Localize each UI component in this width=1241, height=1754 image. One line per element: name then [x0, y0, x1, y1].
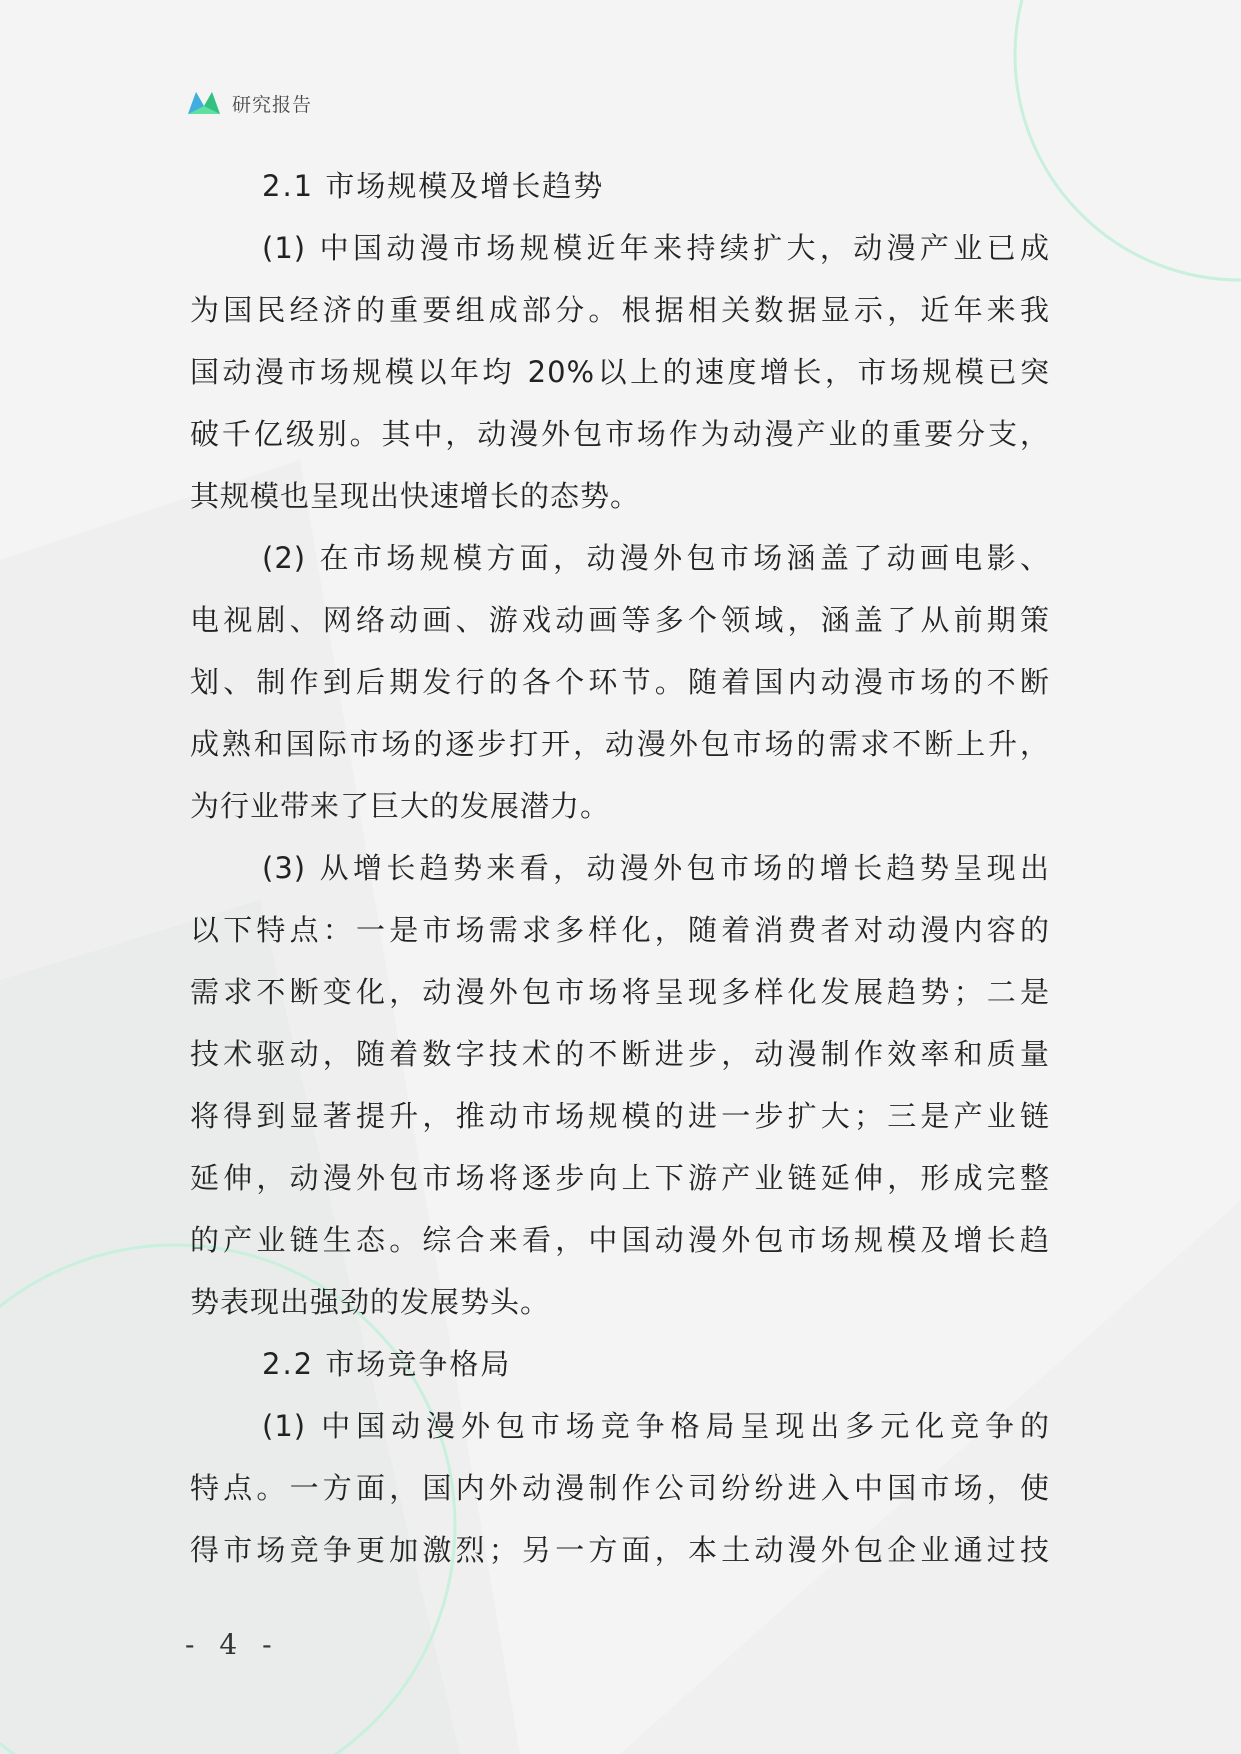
- text-line: 延伸，动漫外包市场将逐步向上下游产业链延伸，形成完整: [190, 1161, 1050, 1195]
- text-line: (1) 中国动漫市场规模近年来持续扩大，动漫产业已成: [262, 231, 1050, 265]
- text-line: 划、制作到后期发行的各个环节。随着国内动漫市场的不断: [190, 665, 1050, 699]
- text-line: (3) 从增长趋势来看，动漫外包市场的增长趋势呈现出: [262, 851, 1050, 885]
- text-line: 电视剧、网络动画、游戏动画等多个领域，涵盖了从前期策: [190, 603, 1050, 637]
- text-line: 将得到显著提升，推动市场规模的进一步扩大；三是产业链: [190, 1099, 1050, 1133]
- text-line: 成熟和国际市场的逐步打开，动漫外包市场的需求不断上升，: [190, 727, 1050, 761]
- text-line: (2) 在市场规模方面，动漫外包市场涵盖了动画电影、: [262, 541, 1050, 575]
- text-line: (1) 中国动漫外包市场竞争格局呈现出多元化竞争的: [262, 1409, 1050, 1443]
- brand-logo-icon: [186, 88, 222, 118]
- text-line: 国动漫市场规模以年均 20%以上的速度增长，市场规模已突: [190, 355, 1050, 389]
- section-heading: 2.1 市场规模及增长趋势: [262, 169, 605, 203]
- text-line: 为国民经济的重要组成部分。根据相关数据显示，近年来我: [190, 293, 1050, 327]
- paragraph: [190, 217, 1050, 527]
- text-line: 技术驱动，随着数字技术的不断进步，动漫制作效率和质量: [190, 1037, 1050, 1071]
- text-line: 为行业带来了巨大的发展潜力。: [190, 789, 611, 823]
- section-heading: 2.2 市场竞争格局: [262, 1347, 512, 1381]
- header-title: 研究报告: [232, 93, 313, 116]
- text-line: 势表现出强劲的发展势头。: [190, 1285, 551, 1319]
- text-line: 特点。一方面，国内外动漫制作公司纷纷进入中国市场，使: [190, 1471, 1050, 1505]
- paragraph: [190, 837, 1050, 1333]
- paragraph: [190, 527, 1050, 837]
- text-line: 其规模也呈现出快速增长的态势。: [190, 479, 641, 513]
- report-header: [186, 88, 312, 118]
- document-body: [190, 155, 1050, 1581]
- text-line: 以下特点：一是市场需求多样化，随着消费者对动漫内容的: [190, 913, 1050, 947]
- text-line: 破千亿级别。其中，动漫外包市场作为动漫产业的重要分支，: [190, 417, 1050, 451]
- text-line: 得市场竞争更加激烈；另一方面，本土动漫外包企业通过技: [190, 1533, 1050, 1567]
- text-line: 需求不断变化，动漫外包市场将呈现多样化发展趋势；二是: [190, 975, 1050, 1009]
- page-number: - 4 -: [185, 1628, 280, 1661]
- text-line: 的产业链生态。综合来看，中国动漫外包市场规模及增长趋: [190, 1223, 1050, 1257]
- paragraph: [190, 1395, 1050, 1581]
